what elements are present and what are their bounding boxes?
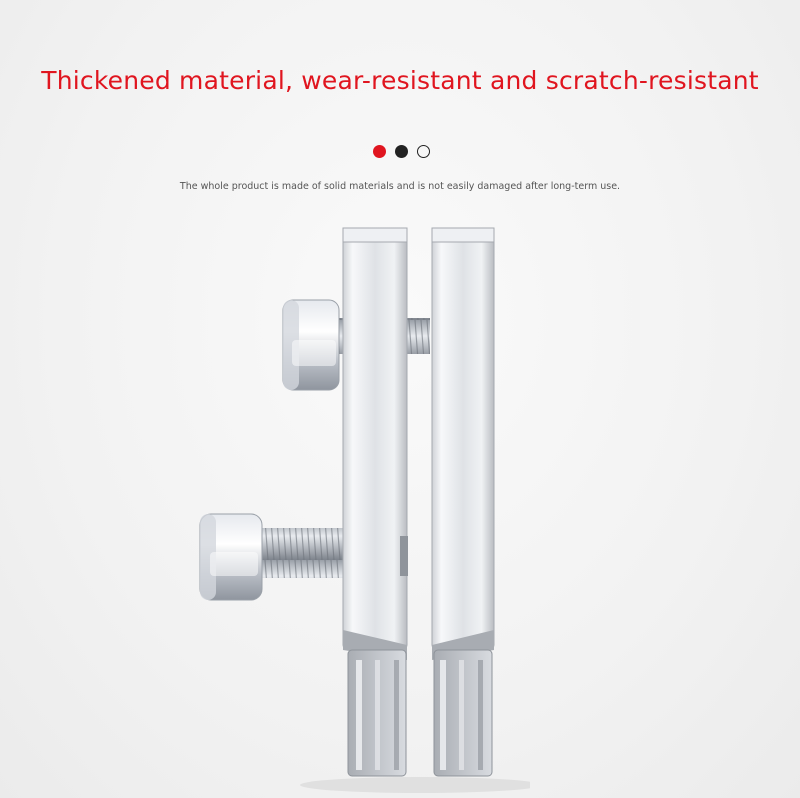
pagination-dot-3[interactable] bbox=[417, 145, 430, 158]
page-subtitle: The whole product is made of solid materials and is not easily damaged after long-term use. bbox=[179, 181, 621, 192]
page-title: Thickened material, wear-resistant and scratch-resistant bbox=[41, 66, 759, 95]
pagination-dots bbox=[373, 144, 430, 158]
connector-bracket-with-bolts-image bbox=[170, 215, 530, 795]
pagination-dot-2[interactable] bbox=[395, 145, 408, 158]
pagination-dot-1[interactable] bbox=[373, 145, 386, 158]
